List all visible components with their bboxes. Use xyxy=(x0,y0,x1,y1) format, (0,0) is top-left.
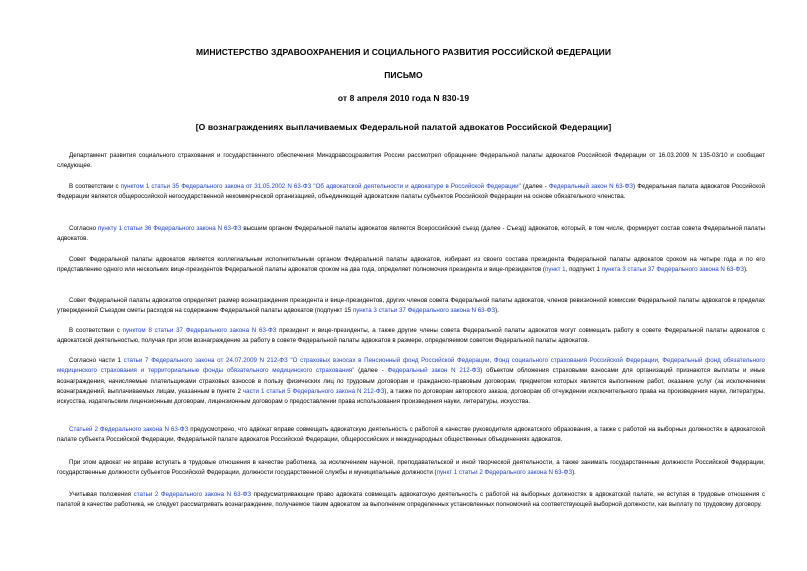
text: ) Федеральная палата адвокатов Российской Федерации является общероссийской негосударственной некоммерческой организацией, объединяющей адвокатские палаты субъектов Российской Федерации на основе обязательного членства. xyxy=(57,183,765,201)
text: ) объектом обложения страховыми взносами для организаций признаются выплаты и иные вознаграждения, начисляемые плательщиками страховых взносов в пользу физических лиц по трудовым договорам и гражданско-правовым договорам, предметом которых является выполнение работ, оказание услуг (за исключением вознаграждений, выплачиваемых лицам, указанным в пункте 2 xyxy=(57,367,766,395)
paragraph-2 xyxy=(57,182,765,203)
document-type: ПИСЬМО xyxy=(384,70,423,80)
law-link[interactable]: части 1 статьи 5 Федерального закона N 212-ФЗ xyxy=(242,387,385,395)
text: При этом адвокат не вправе вступать в трудовые отношения в качестве работника, за исключением научной, преподавательской и иной творческой деятельности, а также занимать государственные должности Российской Федерации, государственные должности субъектов Российской Федерации, должности государственной службы и муниципальные должности ( xyxy=(57,459,765,477)
text: Согласно части 1 xyxy=(69,357,124,364)
text: высшим органом Федеральной палаты адвокатов является Всероссийский съезд (далее - Съезд) адвокатов, который, в том числе, формирует состав совета Федеральной палаты адвокатов. xyxy=(57,225,765,243)
text: В соответствии с xyxy=(69,183,121,190)
text: ). xyxy=(572,469,576,477)
text: Совет Федеральной палаты адвокатов определяет размер вознаграждения президента и вице-президентов, других членов совета Федеральной палаты адвокатов, членов ревизионной комиссии Федеральной палаты адвокатов в пределах утвержденной Съездом сметы расходов на содержание Федеральной палаты адвокатов (подпункт 15 xyxy=(57,297,765,315)
law-link[interactable]: пункта 3 статьи 37 Федерального закона N 63-ФЗ xyxy=(352,307,496,315)
text: , подпункт 1 xyxy=(565,266,602,274)
law-link[interactable]: статьи 2 Федерального закона N 63-ФЗ xyxy=(133,491,252,498)
text: ), а также по договорам авторского заказа, договорам об отчуждении исключительного права на произведения науки, литературы, искусства, издательским лицензионным договорам, лицензионным договорам о предоставлении права использования произведения науки, литературы, искусства. xyxy=(57,387,765,406)
text: Совет Федеральной палаты адвокатов является коллегиальным исполнительным органом Федеральной палаты адвокатов, избирает из своего состава президента Федеральной палаты адвокатов сроком на четыре года и по его представлению одного или нескольких вице-президентов Федеральной палаты адвокатов сроком на два года, определяет полномочия президента и вице-президентов ( xyxy=(57,256,765,274)
text: президент и вице-президенты, а также другие члены совета Федеральной палаты адвокатов могут совмещать работу в совете Федеральной палаты адвокатов с адвокатской деятельностью, получая при этом вознаграждение за работу в совете Федеральной палаты адвокатов в размере, определяемом советом Федеральной палаты адвокатов. xyxy=(57,327,765,345)
paragraph-8 xyxy=(57,425,765,446)
document-subject: [О вознаграждениях выплачиваемых Федеральной палатой адвокатов Российской Федерации] xyxy=(195,122,612,132)
paragraph-4 xyxy=(57,255,765,276)
ministry-title: МИНИСТЕРСТВО ЗДРАВООХРАНЕНИЯ И СОЦИАЛЬНОГО РАЗВИТИЯ РОССИЙСКОЙ ФЕДЕРАЦИИ xyxy=(195,47,612,57)
law-link[interactable]: Федеральный закон N 63-ФЗ xyxy=(548,183,634,190)
law-link[interactable]: пунктом 1 статьи 35 Федерального закона от 31.05.2002 N 63-ФЗ "Об адвокатской деятельности и адвокатуре в Российской Федерации" xyxy=(120,183,521,190)
paragraph-7 xyxy=(57,356,765,407)
text: предусматривающие право адвоката совмещать адвокатскую деятельность с работой на выборных должностях в адвокатской палате, не вступая в трудовые отношения с палатой в качестве работника, не следует рассматривать вознаграждение, получаемое таким адвокатом за выполнение определенных установленных полномочий на соответствующей выборной должности, как выплату по трудовому договору. xyxy=(57,491,765,509)
law-link[interactable]: пункт 1 статьи 2 Федерального закона N 63-ФЗ xyxy=(436,469,573,477)
text: Департамент развития социального страхования и государственного обеспечения Минздравсоцразвития России рассмотрел обращение Федеральной палаты адвокатов Российской Федерации от 16.03.2009 N 135-03/10 и сообщает следующее. xyxy=(57,152,765,170)
law-link[interactable]: пункту 1 статьи 36 Федерального закона N 63-ФЗ xyxy=(97,225,242,232)
paragraph-5 xyxy=(57,296,765,317)
law-link[interactable]: Статьей 2 Федерального закона N 63-ФЗ xyxy=(69,426,189,433)
paragraph-10 xyxy=(57,490,765,511)
law-link[interactable]: Федеральный закон N 212-ФЗ xyxy=(387,367,481,375)
law-link[interactable]: статьи 7 Федерального закона от 24.07.2009 N 212-ФЗ "О страховых взносах в Пенсионный фонд Российской Федерации, Фонд социального страхования Российской Федерации, Федеральный фонд обязательного медицинского страхования и территориальные фонды обязательного медицинского страхования" xyxy=(57,357,765,375)
paragraph-9 xyxy=(57,458,765,479)
law-link[interactable]: пункт 1 xyxy=(544,266,566,274)
document-date-number: от 8 апреля 2010 года N 830-19 xyxy=(337,93,470,103)
paragraph-3 xyxy=(57,224,765,245)
text: (далее - xyxy=(354,367,388,375)
law-link[interactable]: пункта 3 статьи 37 Федерального закона N 63-ФЗ xyxy=(601,266,744,274)
text: ). xyxy=(743,266,748,274)
paragraph-1 xyxy=(57,151,765,172)
text: В соответствии с xyxy=(69,327,123,334)
text: (далее - xyxy=(520,183,549,190)
law-link[interactable]: пунктом 8 статьи 37 Федерального закона N 63-ФЗ xyxy=(122,327,277,334)
paragraph-6 xyxy=(57,326,765,347)
text: ). xyxy=(495,307,499,315)
text: Согласно xyxy=(69,225,98,232)
text: Учитывая положения xyxy=(69,491,134,498)
text: предусмотрено, что адвокат вправе совмещать адвокатскую деятельность с работой в качестве руководителя адвокатского образования, а также с работой на выборных должностях в адвокатской палате субъекта Российской Федерации, Федеральной палате адвокатов Российской Федерации, общероссийских и международных общественных объединениях адвокатов. xyxy=(57,426,765,444)
